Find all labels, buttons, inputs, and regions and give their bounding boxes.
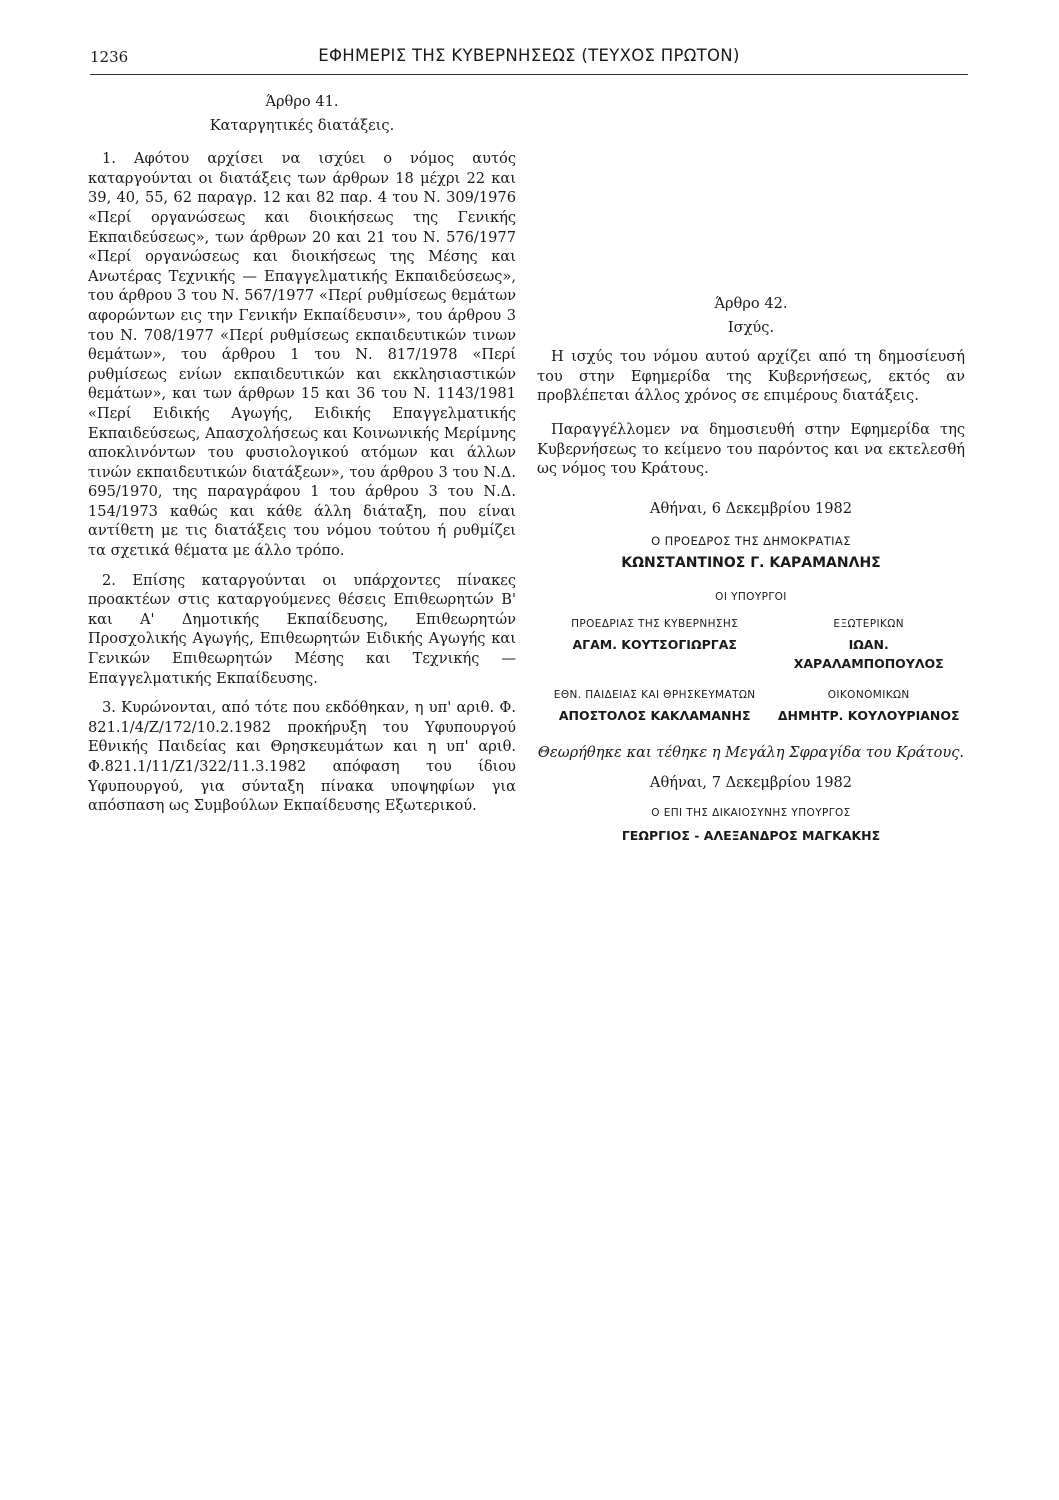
gazette-title: ΕΦΗΜΕΡΙΣ ΤΗΣ ΚΥΒΕΡΝΗΣΕΩΣ (ΤΕΥΧΟΣ ΠΡΩΤΟΝ) xyxy=(318,46,740,65)
minister-title: ΟΙΚΟΝΟΜΙΚΩΝ xyxy=(827,688,910,701)
article-42-heading: Άρθρο 42. xyxy=(714,295,788,312)
header-rule xyxy=(90,74,968,75)
minister-title: ΠΡΟΕΔΡΙΑΣ ΤΗΣ ΚΥΒΕΡΝΗΣΗΣ xyxy=(571,618,739,631)
minister-name: ΙΩΑΝ. ΧΑΡΑΛΑΜΠΟΠΟΥΛΟΣ xyxy=(793,636,944,672)
minister-name: ΔΗΜΗΤΡ. ΚΟΥΛΟΥΡΙΑΝΟΣ xyxy=(777,707,960,723)
seal-note: Θεωρήθηκε και τέθηκε η Μεγάλη Σφραγίδα του Κράτους. xyxy=(537,744,965,762)
ministers-row-1 xyxy=(537,615,965,674)
minister-title: ΕΞΩΤΕΡΙΚΩΝ xyxy=(833,618,904,631)
president-title: Ο ΠΡΟΕΔΡΟΣ ΤΗΣ ΔΗΜΟΚΡΑΤΙΑΣ xyxy=(651,534,851,549)
minister-title: ΕΘΝ. ΠΑΙΔΕΙΑΣ ΚΑΙ ΘΡΗΣΚΕΥΜΑΤΩΝ xyxy=(553,688,756,701)
article-41-paragraph-2: 2. Επίσης καταργούνται οι υπάρχοντες πίνακες προακτέων στις καταργούμενες θέσεις Επιθεωρητών Β' και Α' Δημοτικής Εκπαίδευσης, Επιθεωρητών Προσχολικής Αγωγής, Επιθεωρητών Ειδικής Αγωγής και Γενικών Επιθεωρητών Μέσης και Τεχνικής — Επαγγελματικής Εκπαίδευσης. xyxy=(88,571,516,687)
justice-minister-title: Ο ΕΠΙ ΤΗΣ ΔΙΚΑΙΟΣΥΝΗΣ ΥΠΟΥΡΓΟΣ xyxy=(651,807,851,820)
article-42-subtitle: Ισχύς. xyxy=(727,318,775,336)
article-41-paragraph-3: 3. Κυρώνονται, από τότε που εκδόθηκαν, η υπ' αριθ. Φ. 821.1/4/Ζ/172/10.2.1982 προκήρυξη του Υφυπουργού Εθνικής Παιδείας και Θρησκευμάτων και η υπ' αριθ. Φ.821.1/11/Ζ1/322/11.3.1982 απόφαση του ίδιου Υφυπουργού, για σύνταξη πίνακα υποψηφίων για απόσπαση ως Συμβούλων Εκπαίδευσης Εξωτερικού. xyxy=(88,699,516,815)
right-column xyxy=(537,290,965,845)
ministers-row-2 xyxy=(537,686,965,725)
minister-signature xyxy=(772,615,965,674)
date-line-1: Αθήναι, 6 Δεκεμβρίου 1982 xyxy=(649,499,853,517)
minister-signature xyxy=(537,615,772,674)
justice-minister-name: ΓΕΩΡΓΙΟΣ - ΑΛΕΞΑΝΔΡΟΣ ΜΑΓΚΑΚΗΣ xyxy=(621,827,881,843)
date-line-2: Αθήναι, 7 Δεκεμβρίου 1982 xyxy=(649,773,853,791)
ministers-label: ΟΙ ΥΠΟΥΡΓΟΙ xyxy=(715,590,787,603)
minister-name: ΑΓΑΜ. ΚΟΥΤΣΟΓΙΩΡΓΑΣ xyxy=(572,636,737,652)
page-header xyxy=(90,46,968,70)
president-name: ΚΩΝΣΤΑΝΤΙΝΟΣ Γ. ΚΑΡΑΜΑΝΛΗΣ xyxy=(621,554,881,571)
minister-signature xyxy=(537,686,772,725)
promulgation-text: Παραγγέλλομεν να δημοσιευθή στην Εφημερίδα της Κυβερνήσεως το κείμενο του παρόντος και να εκτελεσθή ως νόμος του Κράτους. xyxy=(537,420,965,478)
page-number: 1236 xyxy=(90,48,129,66)
left-column xyxy=(88,88,516,826)
article-42-paragraph: Η ισχύς του νόμου αυτού αρχίζει από τη δημοσίευσή του στην Εφημερίδα της Κυβερνήσεως, εκτός αν προβλέπεται άλλος χρόνος σε επιμέρους διατάξεις. xyxy=(537,348,965,405)
minister-signature xyxy=(772,686,965,725)
minister-name: ΑΠΟΣΤΟΛΟΣ ΚΑΚΛΑΜΑΝΗΣ xyxy=(558,707,751,723)
article-41-paragraph-1: 1. Αφότου αρχίσει να ισχύει ο νόμος αυτός καταργούνται οι διατάξεις των άρθρων 18 μέχρι 22 και 39, 40, 55, 62 παραγρ. 12 και 82 παρ. 4 του Ν. 309/1976 «Περί οργανώσεως και διοικήσεως της Γενικής Εκπαιδεύσεως», των άρθρων 20 και 21 του Ν. 576/1977 «Περί οργανώσεως και διοικήσεως της Μέσης και Ανωτέρας Τεχνικής — Επαγγελματικής Εκπαιδεύσεως», του άρθρου 3 του Ν. 567/1977 «Περί ρυθμίσεως θεμάτων αφορώντων εις την Γενικήν Εκπαίδευσιν», του άρθρου 3 του Ν. 708/1977 «Περί ρυθμίσεως εκπαιδευτικών τινων θεμάτων», του άρθρου 1 του Ν. 817/1978 «Περί ρυθμίσεως ενίων εκπαιδευτικών και εκκλησιαστικών θεμάτων», και των άρθρων 15 και 36 του Ν. 1143/1981 «Περί Ειδικής Αγωγής, Ειδικής Επαγγελματικής Εκπαιδεύσεως, Απασχολήσεως και Κοινωνικής Μερίμνης αποκλινόντων του φυσιολογικού ατόμων και άλλων τινών εκπαιδευτικών διατάξεων», του άρθρου 3 του Ν.Δ. 695/1970, της παραγράφου 1 του άρθρου 3 του Ν.Δ. 154/1973 καθώς και κάθε άλλη διάταξη, που είναι αντίθετη με τις διατάξεις του νόμου τούτου ή ρυθμίζει τα σχετικά θέματα με άλλο τρόπο. xyxy=(88,150,516,560)
article-41-heading: Άρθρο 41. xyxy=(265,93,339,110)
article-41-subtitle: Καταργητικές διατάξεις. xyxy=(209,116,395,134)
